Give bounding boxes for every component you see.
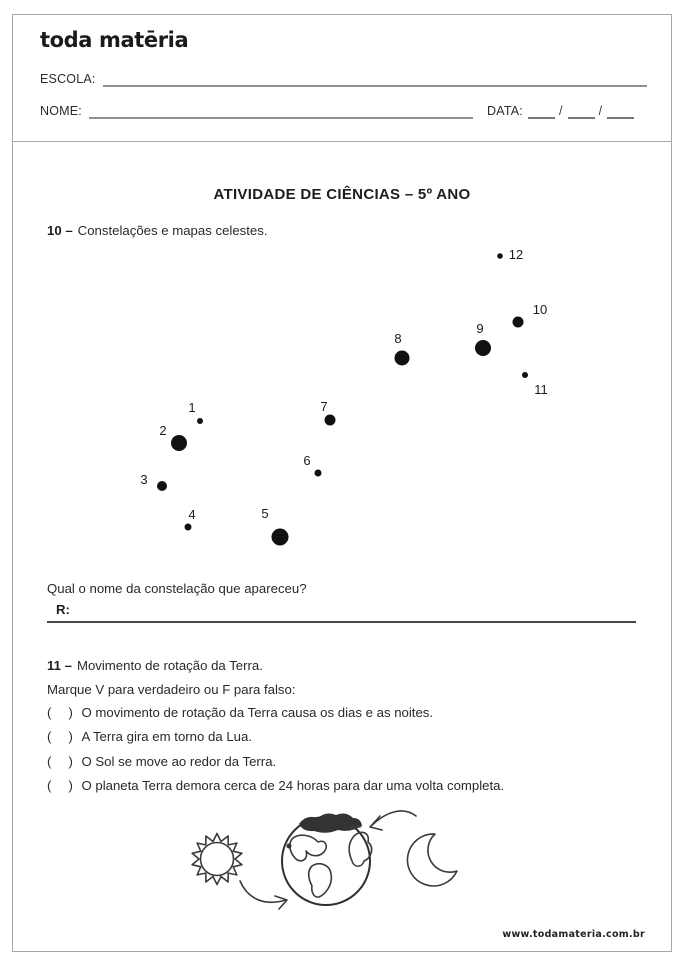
- date-year-blank: [607, 104, 634, 119]
- date-month-blank: [568, 104, 595, 119]
- star-dot-6: [315, 470, 322, 477]
- star-label-1: 1: [188, 400, 196, 415]
- data-label: DATA:: [486, 104, 523, 118]
- star-dot-11: [522, 372, 528, 378]
- star-label-8: 8: [394, 331, 402, 346]
- star-label-3: 3: [140, 472, 148, 487]
- star-label-7: 7: [320, 399, 328, 414]
- star-dot-12: [497, 253, 503, 259]
- star-label-2: 2: [159, 423, 167, 438]
- answer-parentheses: ( ): [47, 705, 74, 720]
- earth-north-america: [290, 835, 326, 861]
- star-dot-3: [157, 481, 167, 491]
- star-dot-2: [171, 435, 187, 451]
- answer-parentheses: ( ): [47, 753, 74, 769]
- star-label-5: 5: [261, 506, 269, 521]
- nome-label: NOME:: [40, 104, 82, 118]
- true-false-list: [47, 701, 504, 799]
- question-11-number: 11 –: [47, 658, 72, 673]
- list-item: [47, 701, 504, 725]
- star-label-4: 4: [188, 507, 196, 522]
- star-dot-7: [325, 415, 336, 426]
- list-item: [47, 774, 504, 798]
- earth-arctic-landmass: [299, 814, 362, 833]
- nome-row: [40, 104, 643, 119]
- star-dot-8: [395, 351, 410, 366]
- star-label-9: 9: [476, 321, 484, 336]
- answer-parentheses: ( ): [47, 729, 74, 745]
- sun-icon: [192, 834, 242, 885]
- nome-blank-line: [89, 104, 473, 119]
- list-item-text: O Sol se move ao redor da Terra.: [81, 753, 277, 769]
- list-item-text: A Terra gira em torno da Lua.: [81, 729, 253, 745]
- list-item-text: O planeta Terra demora cerca de 24 horas para dar uma volta completa.: [81, 778, 505, 794]
- header-divider: [12, 141, 672, 142]
- earth-south-america: [309, 864, 332, 897]
- answer-label: R:: [56, 602, 70, 617]
- earth-land-dot: [287, 844, 292, 849]
- star-label-6: 6: [303, 453, 311, 468]
- question-11-text: Movimento de rotação da Terra.: [76, 658, 263, 673]
- sun-rays: [192, 834, 242, 885]
- date-slash: /: [558, 104, 563, 118]
- earth-icon: [282, 814, 372, 905]
- sun-core: [201, 843, 234, 876]
- star-label-10: 10: [532, 302, 548, 317]
- escola-blank-line: [103, 72, 647, 87]
- list-item-text: O movimento de rotação da Terra causa os dias e as noites.: [81, 705, 434, 720]
- rotation-arrow-bottom: [240, 881, 287, 909]
- constellation-map: [0, 240, 685, 560]
- escola-label: ESCOLA:: [40, 72, 96, 86]
- answer-parentheses: ( ): [47, 778, 74, 794]
- star-dot-10: [513, 317, 524, 328]
- star-dot-1: [197, 418, 203, 424]
- answer-blank-line: [47, 621, 636, 623]
- question-10-heading: [47, 223, 268, 238]
- date-slash: /: [598, 104, 603, 118]
- page-title: ATIVIDADE DE CIÊNCIAS – 5º ANO: [213, 186, 471, 203]
- rotation-arrow-top: [370, 811, 416, 830]
- rotation-illustration: [155, 805, 485, 925]
- star-dot-9: [475, 340, 491, 356]
- date-day-blank: [528, 104, 555, 119]
- arrow-curve: [240, 881, 286, 902]
- question-10-number: 10 –: [47, 223, 73, 238]
- question-11-heading: [47, 658, 263, 673]
- question-10-prompt: Qual o nome da constelação que apareceu?: [47, 581, 307, 596]
- question-10-text: Constelações e mapas celestes.: [77, 223, 268, 238]
- question-11-instruction: Marque V para verdadeiro ou F para falso:: [47, 682, 296, 697]
- list-item: [47, 725, 504, 749]
- star-label-12: 12: [508, 247, 524, 262]
- brand-logo: toda matēria: [40, 28, 189, 52]
- footer-url: www.todamateria.com.br: [502, 929, 645, 940]
- star-dot-5: [272, 529, 289, 546]
- list-item: [47, 750, 504, 774]
- escola-row: [40, 72, 647, 87]
- star-dot-4: [185, 524, 192, 531]
- moon-icon: [407, 834, 457, 886]
- star-label-11: 11: [534, 382, 548, 397]
